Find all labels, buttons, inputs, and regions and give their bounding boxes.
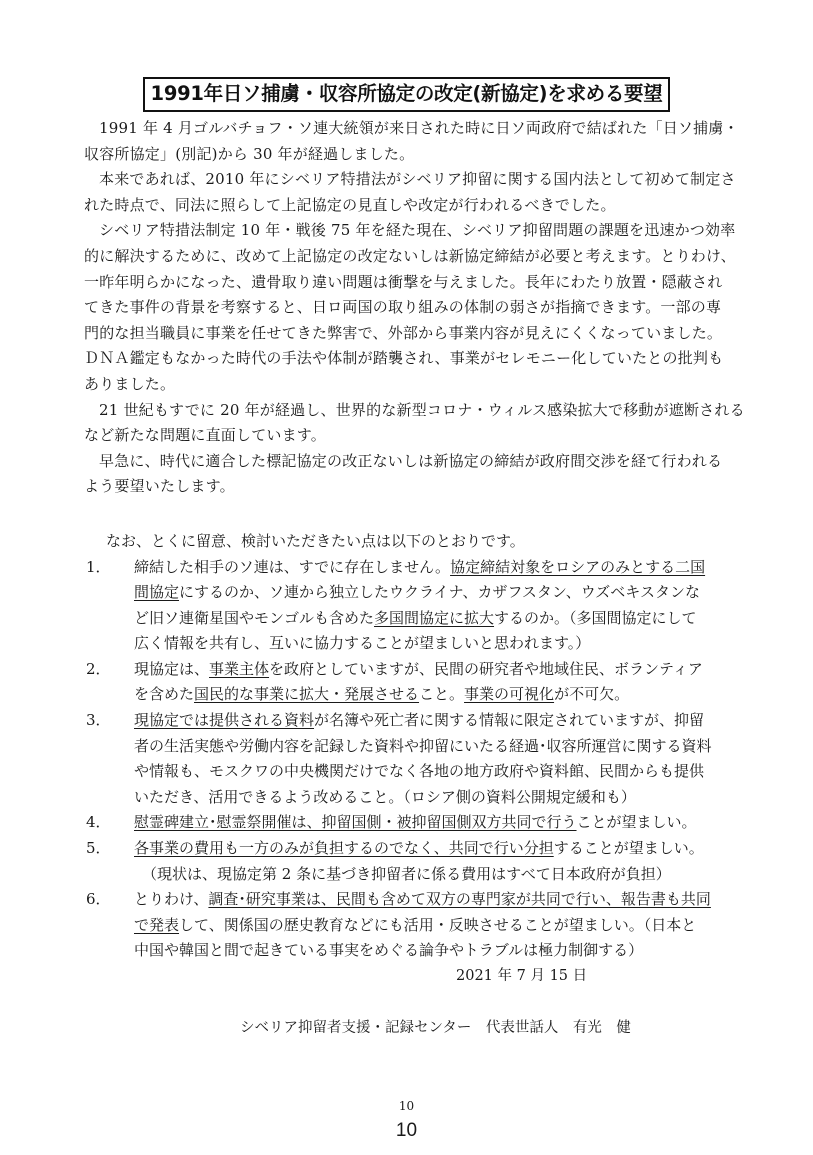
item-text-segment: 締結した相手のソ連は、すでに存在しません。 [134, 557, 451, 576]
paragraph-line: 本来であれば、2010 年にシベリア特措法がシベリア抑留に関する国内法として初めて制定さ [99, 170, 736, 189]
item-text [134, 836, 744, 862]
paragraph-line: など新たな問題に直面しています。 [84, 426, 327, 445]
item-text-segment: こと。 [419, 685, 465, 704]
underlined-text: 間協定 [134, 583, 180, 602]
item-line [134, 580, 744, 606]
paragraph-list [84, 116, 744, 500]
paragraph [84, 218, 744, 397]
item-number: 5． [86, 839, 111, 858]
item-text-segment: を含めた [134, 685, 195, 704]
item-text-segment: 中国や韓国と間で起きている事実をめぐる論争やトラブルは極力制御する） [134, 941, 644, 960]
underlined-text: 各事業の費用も一方のみが負担するのでなく、共同で行い分担 [134, 839, 554, 858]
item-text-segment: とりわけ、 [134, 890, 209, 909]
item-line [134, 785, 744, 811]
page-number-small: 10 [398, 1099, 415, 1113]
underlined-text: で発表 [134, 915, 180, 934]
item-text-segment: が名簿や死亡者に関する情報に限定されていますが、抑留 [314, 711, 705, 730]
paragraph-line: てきた事件の背景を考察すると、日ロ両国の取り組みの体制の弱さが指摘できます。一部の専 [84, 298, 722, 317]
item-text-segment: ことが望ましい。 [576, 813, 697, 832]
item-text-segment: 者の生活実態や労働内容を記録した資料や抑留にいたる経過･収容所運営に関する資料 [134, 736, 712, 755]
paragraph [84, 398, 744, 449]
item-text [134, 555, 744, 657]
paragraph-line: よう要望いたします。 [84, 477, 235, 496]
item-text-segment: や情報も、モスクワの中央機関だけでなく各地の地方政府や資料館、民間からも提供 [134, 762, 705, 781]
signature-line: シベリア抑留者支援・記録センター 代表世話人 有光 健 [240, 1020, 631, 1036]
item-line [134, 810, 744, 836]
underlined-text: 多国間協定に拡大 [374, 608, 495, 627]
paragraph-line: 21 世紀もすでに 20 年が経過し、世界的な新型コロナ・ウィルス感染拡大で移動が遮断される [99, 400, 745, 419]
request-item [84, 657, 744, 708]
item-text-segment: するのか。（多国間協定にして [494, 608, 697, 627]
paragraph-line: 一昨年明らかになった、遺骨取り違い問題は衝撃を与えました。長年にわたり放置・隠蔽され [84, 272, 723, 291]
document-body [84, 116, 744, 964]
item-text [134, 887, 744, 964]
request-item [84, 887, 744, 964]
item-line [134, 682, 744, 708]
item-text-segment: にするのか、ソ連から独立したウクライナ、カザフスタン、ウズベキスタンな [179, 583, 700, 602]
title-container [0, 77, 813, 112]
underlined-text: 現協定では提供される資料 [134, 711, 315, 730]
item-text-segment: いただき、活用できるよう改めること。（ロシア側の資料公開規定緩和も） [134, 787, 636, 806]
item-line [134, 836, 744, 862]
paragraph [84, 167, 744, 218]
paragraph-line: れた時点で、同法に照らして上記協定の見直しや改定が行われるべきでした。 [84, 195, 616, 214]
underlined-text: 調査･研究事業は、民間も含めて双方の専門家が共同で行い、報告書も共同 [208, 890, 711, 909]
item-line [134, 734, 744, 760]
paragraph-line: 的に解決するために、改めて上記協定の改定ないしは新協定締結が必要と考えます。とりわけ、 [84, 246, 736, 265]
paragraph-line: 1991 年 4 月ゴルバチョフ・ソ連大統領が来日された時に日ソ両政府で結ばれた「日ソ捕虜・ [99, 119, 739, 137]
underlined-text: 協定締結対象をロシアのみとする二国 [450, 557, 706, 576]
underlined-text: 国民的な事業に拡大・発展させる [194, 685, 420, 704]
item-line [134, 657, 744, 683]
item-text-segment: 広く情報を共有し、互いに協力することが望ましいと思われます。） [134, 634, 591, 653]
item-text-segment: ど旧ソ連衛星国やモンゴルも含めた [134, 608, 375, 627]
paragraph-line: シベリア特措法制定 10 年・戦後 75 年を経た現在、シベリア抑留問題の課題を迅速かつ効率 [99, 221, 736, 240]
item-text-segment: することが望ましい。 [553, 839, 704, 858]
item-line [134, 631, 744, 657]
item-5-note: （現状は、現協定第 2 条に基づき抑留者に係る費用はすべて日本政府が負担） [142, 864, 671, 883]
item-text-segment: 現協定は、 [134, 659, 210, 678]
item-text-segment: が不可欠。 [554, 685, 630, 704]
item-text-segment: して、関係国の歴史教育などにも活用・反映させることが望ましい。（日本と [179, 915, 697, 934]
item-text [134, 810, 744, 836]
document-date: 2021 年 7 月 15 日 [456, 968, 588, 984]
item-line [134, 759, 744, 785]
item-number: 1． [86, 557, 111, 576]
item-text [134, 708, 744, 810]
paragraph-gap [84, 500, 744, 529]
request-item-list-continued [84, 887, 744, 964]
paragraph-line: 早急に、時代に適合した標記協定の改正ないしは新協定の締結が政府間交渉を経て行われる [99, 451, 723, 470]
paragraph-line: ＤＮＡ鑑定もなかった時代の手法や体制が踏襲され、事業がセレモニー化していたとの批判も [84, 349, 724, 368]
item-line [134, 606, 744, 632]
item-line [134, 555, 744, 581]
underlined-text: 事業の可視化 [464, 685, 555, 704]
paragraph [84, 449, 744, 500]
document-title: 1991年日ソ捕虜・収容所協定の改定(新協定)を求める要望 [143, 77, 671, 112]
item-line [134, 708, 744, 734]
request-item-list [84, 555, 744, 862]
item-line [134, 938, 744, 964]
request-item [84, 836, 744, 862]
request-item [84, 555, 744, 657]
item-text-segment: を政府としていますが、民間の研究者や地域住民、ボランティア [269, 659, 703, 678]
request-item [84, 810, 744, 836]
item-line [134, 913, 744, 939]
item-line [134, 887, 744, 913]
page-number-large: 10 [395, 1120, 418, 1141]
underlined-text: 慰霊碑建立･慰霊祭開催は、抑留国側・被抑留国側双方共同で行う [134, 813, 577, 832]
paragraph [84, 116, 744, 167]
items-intro: なお、とくに留意、検討いただきたい点は以下のとおりです。 [106, 531, 525, 550]
underlined-text: 事業主体 [209, 659, 270, 678]
paragraph-line: 収容所協定」(別記)から 30 年が経過しました。 [84, 144, 415, 163]
item-number: 2． [86, 659, 111, 678]
paragraph-line: ありました。 [84, 374, 176, 393]
item-number: 4． [86, 813, 111, 832]
item-number: 3． [86, 711, 111, 730]
request-item [84, 708, 744, 810]
paragraph-line: 門的な担当職員に事業を任せてきた弊害で、外部から事業内容が見えにくくなっていました。 [84, 323, 723, 342]
item-number: 6． [86, 890, 111, 909]
item-text [134, 657, 744, 708]
